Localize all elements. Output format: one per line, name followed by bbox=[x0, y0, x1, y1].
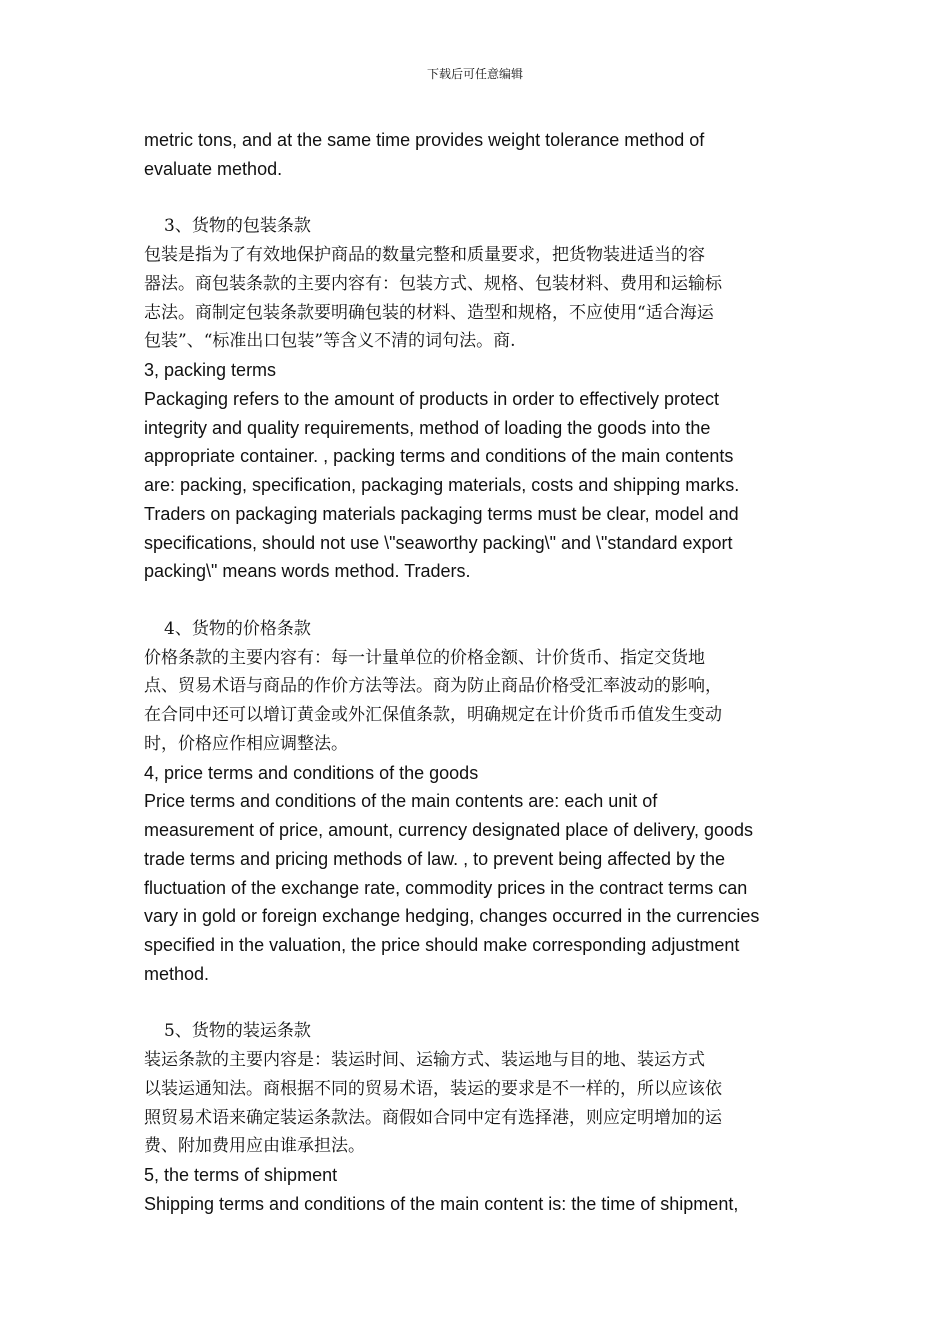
section-3-en-line: Traders on packaging materials packaging terms must be clear, model and bbox=[144, 503, 739, 524]
section-3-en-line: Packaging refers to the amount of products in order to effectively protect bbox=[144, 388, 719, 409]
section-3-zh-line: 器法。商包装条款的主要内容有：包装方式、规格、包装材料、费用和运输标 bbox=[144, 273, 722, 294]
section-4-en-line: trade terms and pricing methods of law. , to prevent being affected by the bbox=[144, 848, 726, 869]
section-5-en-line: Shipping terms and conditions of the main content is: the time of shipment, bbox=[144, 1193, 739, 1214]
section-3-zh-line: 包装是指为了有效地保护商品的数量完整和质量要求，把货物装进适当的容 bbox=[144, 245, 705, 265]
section-5-en-title: 5, the terms of shipment bbox=[144, 1165, 338, 1185]
section-4-zh-title: 4、货物的价格条款 bbox=[164, 618, 311, 639]
section-4-en-line: method. bbox=[144, 963, 210, 984]
section-5-zh-line: 以装运通知法。商根据不同的贸易术语，装运的要求是不一样的，所以应该依 bbox=[144, 1078, 722, 1099]
section-5-zh-line: 装运条款的主要内容是：装运时间、运输方式、装运地与目的地、装运方式 bbox=[144, 1050, 705, 1070]
page-header: 下载后可任意编辑 bbox=[426, 67, 523, 81]
section-5-zh-line: 费、附加费用应由谁承担法。 bbox=[144, 1136, 365, 1157]
intro-line: metric tons, and at the same time provides weight tolerance method of bbox=[144, 130, 705, 150]
section-4-en-line: measurement of price, amount, currency designated place of delivery, goods bbox=[144, 820, 753, 840]
section-3-en-line: are: packing, specification, packaging materials, costs and shipping marks. bbox=[144, 475, 740, 495]
section-4-en-line: specified in the valuation, the price should make corresponding adjustment bbox=[144, 935, 740, 955]
document-body bbox=[144, 126, 804, 1219]
section-3-en-line: specifications, should not use \"seaworthy packing\" and \"standard export bbox=[144, 532, 733, 553]
section-3-zh-line: 志法。商制定包装条款要明确包装的材料、造型和规格，不应使用“适合海运 bbox=[144, 302, 714, 323]
section-4-zh-line: 在合同中还可以增订黄金或外汇保值条款，明确规定在计价货币币值发生变动 bbox=[144, 705, 722, 725]
section-4-en-line: fluctuation of the exchange rate, commodity prices in the contract terms can bbox=[144, 877, 748, 898]
paragraph-gap bbox=[144, 586, 804, 615]
section-4-zh-line: 时，价格应作相应调整法。 bbox=[144, 733, 348, 754]
section-4-en-line: Price terms and conditions of the main contents are: each unit of bbox=[144, 791, 658, 812]
section-4-en-title: 4, price terms and conditions of the goods bbox=[144, 762, 479, 783]
section-4-en-line: vary in gold or foreign exchange hedging, changes occurred in the currencies bbox=[144, 906, 760, 927]
section-4-zh-line: 点、贸易术语与商品的作价方法等法。商为防止商品价格受汇率波动的影响， bbox=[144, 676, 722, 697]
section-5-zh-title: 5、货物的装运条款 bbox=[164, 1021, 311, 1042]
section-3-en-line: packing\" means words method. Traders. bbox=[144, 561, 471, 582]
section-3-zh-line: 包装”、“标准出口包装”等含义不清的词句法。商. bbox=[144, 331, 516, 352]
section-3-zh-title: 3、货物的包装条款 bbox=[164, 216, 311, 237]
section-3-en-line: integrity and quality requirements, method of loading the goods into the bbox=[144, 417, 711, 438]
section-4-zh-line: 价格条款的主要内容有：每一计量单位的价格金额、计价货币、指定交货地 bbox=[144, 647, 705, 668]
intro-line: evaluate method. bbox=[144, 158, 283, 179]
section-3-en-title: 3, packing terms bbox=[144, 360, 277, 380]
section-3-en-line: appropriate container. , packing terms and conditions of the main contents bbox=[144, 446, 734, 467]
section-5-zh-line: 照贸易术语来确定装运条款法。商假如合同中定有选择港，则应定明增加的运 bbox=[144, 1107, 722, 1128]
paragraph-gap bbox=[144, 184, 804, 213]
paragraph-gap bbox=[144, 989, 804, 1018]
